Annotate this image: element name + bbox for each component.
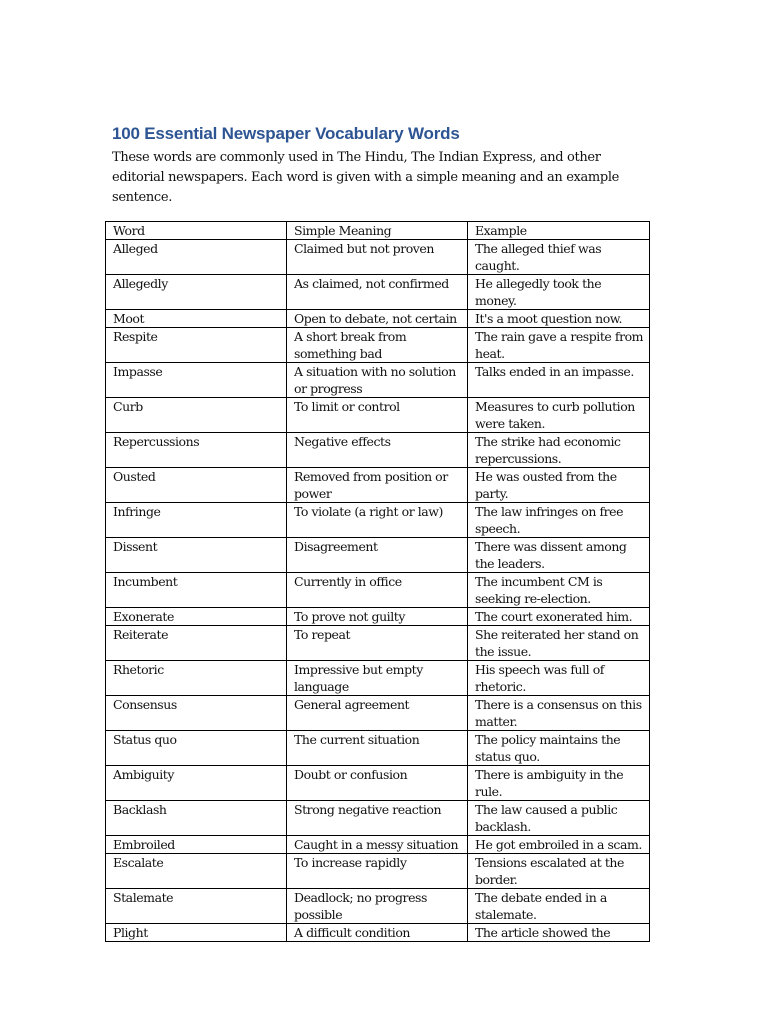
example-cell: The law infringes on free speech. bbox=[468, 503, 650, 538]
column-header-meaning: Simple Meaning bbox=[287, 222, 468, 240]
example-cell: He was ousted from the party. bbox=[468, 468, 650, 503]
table-row bbox=[106, 538, 650, 573]
example-cell: The law caused a public backlash. bbox=[468, 801, 650, 836]
table-row bbox=[106, 468, 650, 503]
example-cell: It's a moot question now. bbox=[468, 310, 650, 328]
meaning-cell: Removed from position or power bbox=[287, 468, 468, 503]
table-row bbox=[106, 240, 650, 275]
word-cell: Embroiled bbox=[106, 836, 287, 854]
example-cell: The policy maintains the status quo. bbox=[468, 731, 650, 766]
table-row bbox=[106, 310, 650, 328]
word-cell: Escalate bbox=[106, 854, 287, 889]
meaning-cell: A situation with no solution or progress bbox=[287, 363, 468, 398]
meaning-cell: To limit or control bbox=[287, 398, 468, 433]
meaning-cell: Strong negative reaction bbox=[287, 801, 468, 836]
meaning-cell: Negative effects bbox=[287, 433, 468, 468]
example-cell: Talks ended in an impasse. bbox=[468, 363, 650, 398]
meaning-cell: To increase rapidly bbox=[287, 854, 468, 889]
example-cell: There is ambiguity in the rule. bbox=[468, 766, 650, 801]
meaning-cell: Doubt or confusion bbox=[287, 766, 468, 801]
example-cell: There was dissent among the leaders. bbox=[468, 538, 650, 573]
word-cell: Ousted bbox=[106, 468, 287, 503]
example-cell: Measures to curb pollution were taken. bbox=[468, 398, 650, 433]
word-cell: Infringe bbox=[106, 503, 287, 538]
table-row bbox=[106, 573, 650, 608]
example-cell: The debate ended in a stalemate. bbox=[468, 889, 650, 924]
meaning-cell: To prove not guilty bbox=[287, 608, 468, 626]
word-cell: Stalemate bbox=[106, 889, 287, 924]
meaning-cell: As claimed, not confirmed bbox=[287, 275, 468, 310]
example-cell: There is a consensus on this matter. bbox=[468, 696, 650, 731]
word-cell: Allegedly bbox=[106, 275, 287, 310]
example-cell: He got embroiled in a scam. bbox=[468, 836, 650, 854]
table-body bbox=[106, 240, 650, 942]
table-row bbox=[106, 924, 650, 942]
table-row bbox=[106, 661, 650, 696]
word-cell: Backlash bbox=[106, 801, 287, 836]
meaning-cell: Open to debate, not certain bbox=[287, 310, 468, 328]
word-cell: Moot bbox=[106, 310, 287, 328]
meaning-cell: Caught in a messy situation bbox=[287, 836, 468, 854]
table-row bbox=[106, 433, 650, 468]
meaning-cell: Impressive but empty language bbox=[287, 661, 468, 696]
vocabulary-table bbox=[105, 221, 650, 942]
meaning-cell: A difficult condition bbox=[287, 924, 468, 942]
table-row bbox=[106, 854, 650, 889]
table-row bbox=[106, 608, 650, 626]
example-cell: The incumbent CM is seeking re-election. bbox=[468, 573, 650, 608]
word-cell: Status quo bbox=[106, 731, 287, 766]
table-row bbox=[106, 398, 650, 433]
table-row bbox=[106, 801, 650, 836]
meaning-cell: The current situation bbox=[287, 731, 468, 766]
example-cell: The alleged thief was caught. bbox=[468, 240, 650, 275]
table-row bbox=[106, 626, 650, 661]
word-cell: Exonerate bbox=[106, 608, 287, 626]
table-row bbox=[106, 766, 650, 801]
table-row bbox=[106, 731, 650, 766]
example-cell: The article showed the bbox=[468, 924, 650, 942]
meaning-cell: Disagreement bbox=[287, 538, 468, 573]
example-cell: She reiterated her stand on the issue. bbox=[468, 626, 650, 661]
word-cell: Curb bbox=[106, 398, 287, 433]
word-cell: Alleged bbox=[106, 240, 287, 275]
table-header-row bbox=[106, 222, 650, 240]
word-cell: Reiterate bbox=[106, 626, 287, 661]
meaning-cell: Currently in office bbox=[287, 573, 468, 608]
meaning-cell: Claimed but not proven bbox=[287, 240, 468, 275]
column-header-example: Example bbox=[468, 222, 650, 240]
table-row bbox=[106, 363, 650, 398]
word-cell: Consensus bbox=[106, 696, 287, 731]
example-cell: Tensions escalated at the border. bbox=[468, 854, 650, 889]
word-cell: Impasse bbox=[106, 363, 287, 398]
example-cell: The court exonerated him. bbox=[468, 608, 650, 626]
word-cell: Respite bbox=[106, 328, 287, 363]
document-title: 100 Essential Newspaper Vocabulary Words bbox=[112, 124, 460, 143]
table-row bbox=[106, 889, 650, 924]
example-cell: The rain gave a respite from heat. bbox=[468, 328, 650, 363]
table-row bbox=[106, 696, 650, 731]
word-cell: Ambiguity bbox=[106, 766, 287, 801]
example-cell: He allegedly took the money. bbox=[468, 275, 650, 310]
table-row bbox=[106, 503, 650, 538]
meaning-cell: To repeat bbox=[287, 626, 468, 661]
table-row bbox=[106, 836, 650, 854]
example-cell: His speech was full of rhetoric. bbox=[468, 661, 650, 696]
example-cell: The strike had economic repercussions. bbox=[468, 433, 650, 468]
table-row bbox=[106, 275, 650, 310]
intro-paragraph: These words are commonly used in The Hindu, The Indian Express, and other editorial newspapers. Each word is given with a simple meaning and an example sentence. bbox=[112, 150, 620, 205]
word-cell: Rhetoric bbox=[106, 661, 287, 696]
meaning-cell: Deadlock; no progress possible bbox=[287, 889, 468, 924]
column-header-word: Word bbox=[106, 222, 287, 240]
word-cell: Dissent bbox=[106, 538, 287, 573]
word-cell: Incumbent bbox=[106, 573, 287, 608]
table-row bbox=[106, 328, 650, 363]
meaning-cell: To violate (a right or law) bbox=[287, 503, 468, 538]
meaning-cell: A short break from something bad bbox=[287, 328, 468, 363]
word-cell: Plight bbox=[106, 924, 287, 942]
meaning-cell: General agreement bbox=[287, 696, 468, 731]
word-cell: Repercussions bbox=[106, 433, 287, 468]
